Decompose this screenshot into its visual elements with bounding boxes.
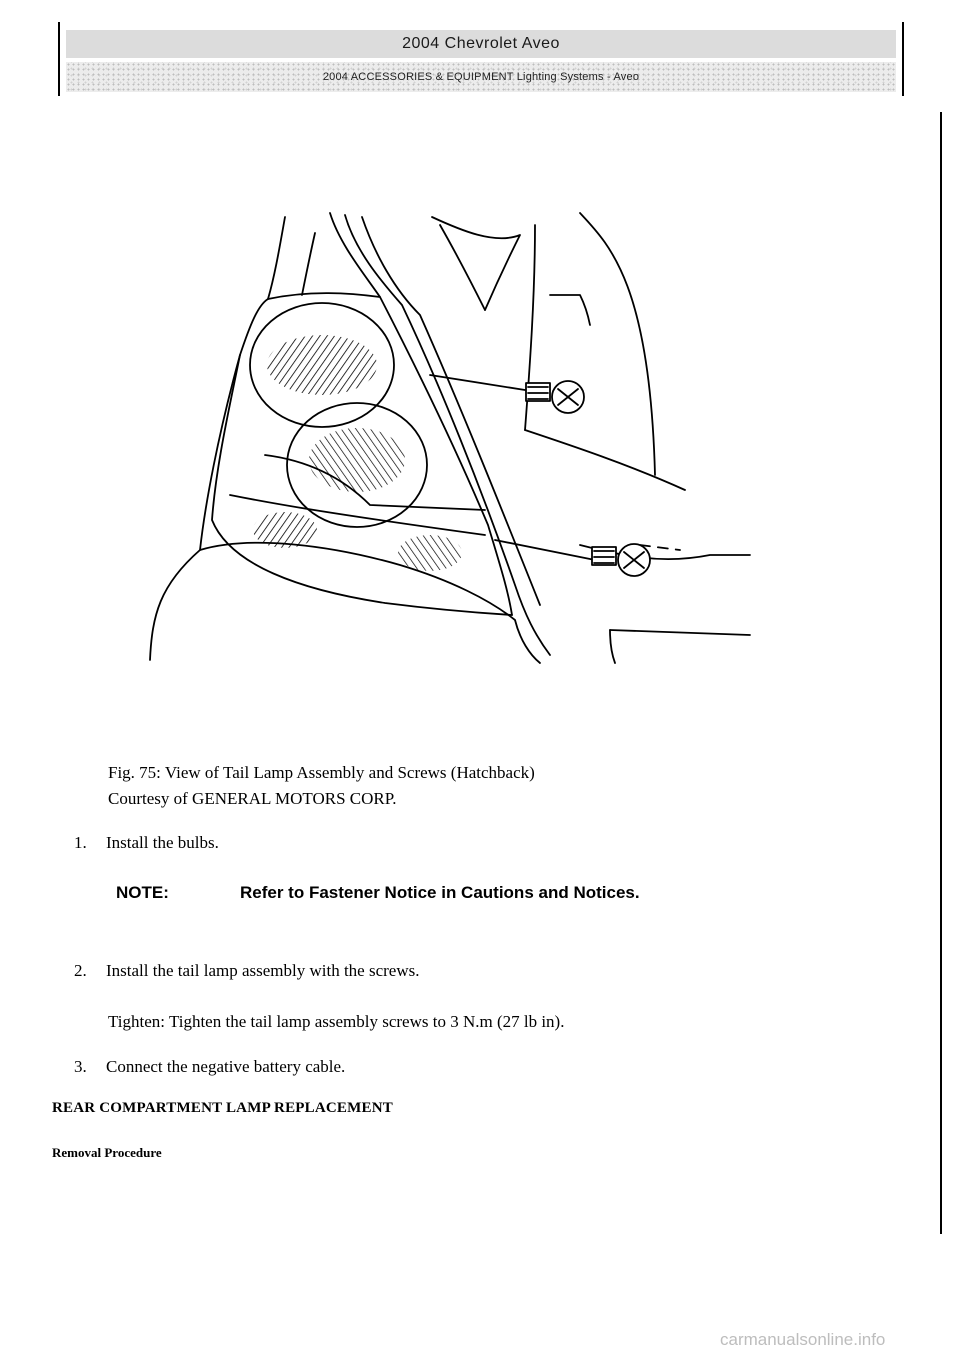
tail-lamp-illustration	[140, 205, 760, 680]
step-3	[74, 1056, 345, 1078]
document-subtitle: 2004 ACCESSORIES & EQUIPMENT Lighting Systems - Aveo	[322, 71, 640, 83]
header-rule-left	[58, 22, 60, 96]
fastener-note	[116, 880, 700, 906]
step-text: Connect the negative battery cable.	[106, 1057, 346, 1076]
lower-screw	[592, 544, 650, 576]
step-text: Install the bulbs.	[106, 833, 219, 852]
header-title-bar	[66, 30, 896, 58]
watermark: carmanualsonline.info	[720, 1330, 886, 1349]
header-rule-right	[902, 22, 904, 96]
body-contour	[150, 543, 540, 663]
step-number: 1.	[74, 833, 87, 852]
note-text: Refer to Fastener Notice in Cautions and Notices.	[240, 883, 640, 902]
header-subtitle-bar	[66, 62, 896, 92]
page-right-rule	[940, 112, 942, 1234]
upper-screw	[526, 381, 584, 413]
figure-caption-credit: Courtesy of GENERAL MOTORS CORP.	[108, 789, 397, 808]
figure-caption-title: Fig. 75: View of Tail Lamp Assembly and Screws (Hatchback)	[108, 763, 535, 782]
step-number: 3.	[74, 1057, 87, 1076]
figure-caption	[108, 760, 535, 812]
note-label: NOTE:	[116, 883, 169, 902]
sub-heading: Removal Procedure	[52, 1145, 162, 1160]
step-1	[74, 832, 219, 854]
step-text: Install the tail lamp assembly with the screws.	[106, 961, 420, 980]
step-2	[74, 960, 420, 982]
document-title: 2004 Chevrolet Aveo	[402, 35, 560, 52]
section-heading: REAR COMPARTMENT LAMP REPLACEMENT	[52, 1100, 393, 1116]
step-number: 2.	[74, 961, 87, 980]
tighten-spec: Tighten: Tighten the tail lamp assembly screws to 3 N.m (27 lb in).	[108, 1012, 565, 1031]
